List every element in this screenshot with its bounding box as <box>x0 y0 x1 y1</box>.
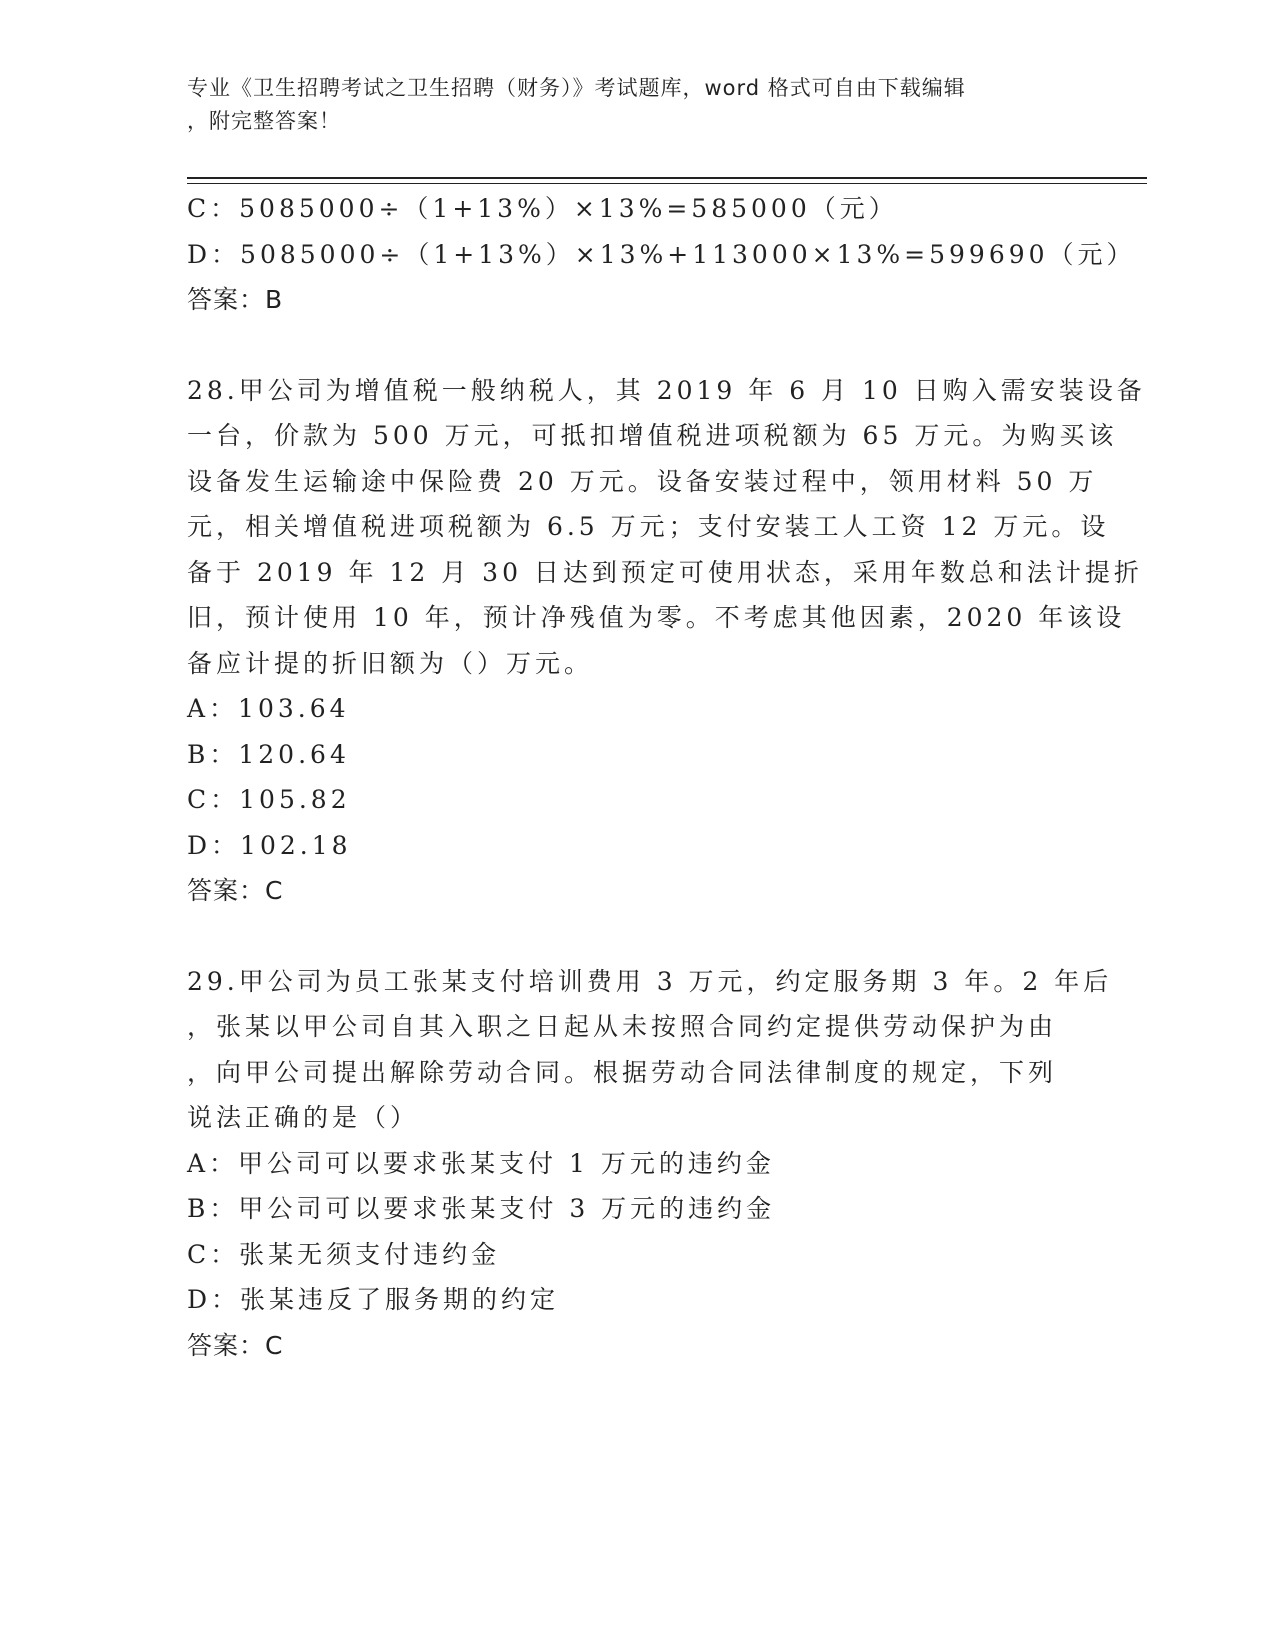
q29-option-b: B：甲公司可以要求张某支付 3 万元的违约金 <box>187 1194 776 1223</box>
q29-option-a: A：甲公司可以要求张某支付 1 万元的违约金 <box>187 1148 775 1178</box>
document-body <box>187 186 1146 1368</box>
q29-stem-line: 29.甲公司为员工张某支付培训费用 3 万元，约定服务期 3 年。2 年后 <box>187 966 1113 996</box>
question-spacer <box>187 914 1087 959</box>
q29-option-d: D：张某违反了服务期的约定 <box>187 1285 560 1314</box>
q27-option-c: C：5085000÷（1+13%）×13%=585000（元） <box>187 194 898 223</box>
header-line-2: ，附完整答案！ <box>187 109 341 133</box>
q28-option-c: C：105.82 <box>187 785 351 814</box>
q27-option-d: D：5085000÷（1+13%）×13%+113000×13%=599690（元） <box>187 239 1136 269</box>
question-spacer <box>187 323 1087 368</box>
q29-stem-line: 说法正确的是（） <box>187 1103 420 1132</box>
q27-answer: 答案：B <box>187 285 284 314</box>
header-rule-thin <box>187 183 1147 184</box>
q28-stem-line: 28.甲公司为增值税一般纳税人，其 2019 年 6 月 10 日购入需安装设备 <box>187 375 1146 405</box>
q28-stem-line: 元，相关增值税进项税额为 6.5 万元；支付安装工人工资 12 万元。设 <box>187 512 1110 541</box>
document-header <box>187 72 1067 138</box>
header-line-1: 专业《卫生招聘考试之卫生招聘（财务）》考试题库，word 格式可自由下载编辑 <box>187 76 966 100</box>
question-29 <box>187 959 1113 1369</box>
q28-stem-line: 备于 2019 年 12 月 30 日达到预定可使用状态，采用年数总和法计提折 <box>187 557 1143 587</box>
question-28 <box>187 368 1146 914</box>
q28-stem-line: 旧，预计使用 10 年，预计净残值为零。不考虑其他因素，2020 年该设 <box>187 603 1126 632</box>
q28-stem-line: 备应计提的折旧额为（）万元。 <box>187 648 594 678</box>
q29-stem-line: ，向甲公司提出解除劳动合同。根据劳动合同法律制度的规定，下列 <box>187 1057 1058 1087</box>
q28-option-d: D：102.18 <box>187 830 352 860</box>
q29-stem-line: ，张某以甲公司自其入职之日起从未按照合同约定提供劳动保护为由 <box>187 1012 1058 1041</box>
q28-option-b: B：120.64 <box>187 739 350 769</box>
q28-option-a: A：103.64 <box>187 694 350 723</box>
q28-answer: 答案：C <box>187 876 284 905</box>
header-rule-thick <box>187 177 1147 179</box>
q28-stem-line: 设备发生运输途中保险费 20 万元。设备安装过程中，领用材料 50 万 <box>187 466 1098 496</box>
q28-stem-line: 一台，价款为 500 万元，可抵扣增值税进项税额为 65 万元。为购买该 <box>187 421 1118 450</box>
q29-answer: 答案：C <box>187 1330 284 1360</box>
question-27-tail <box>187 186 1136 323</box>
q29-option-c: C：张某无须支付违约金 <box>187 1239 501 1269</box>
